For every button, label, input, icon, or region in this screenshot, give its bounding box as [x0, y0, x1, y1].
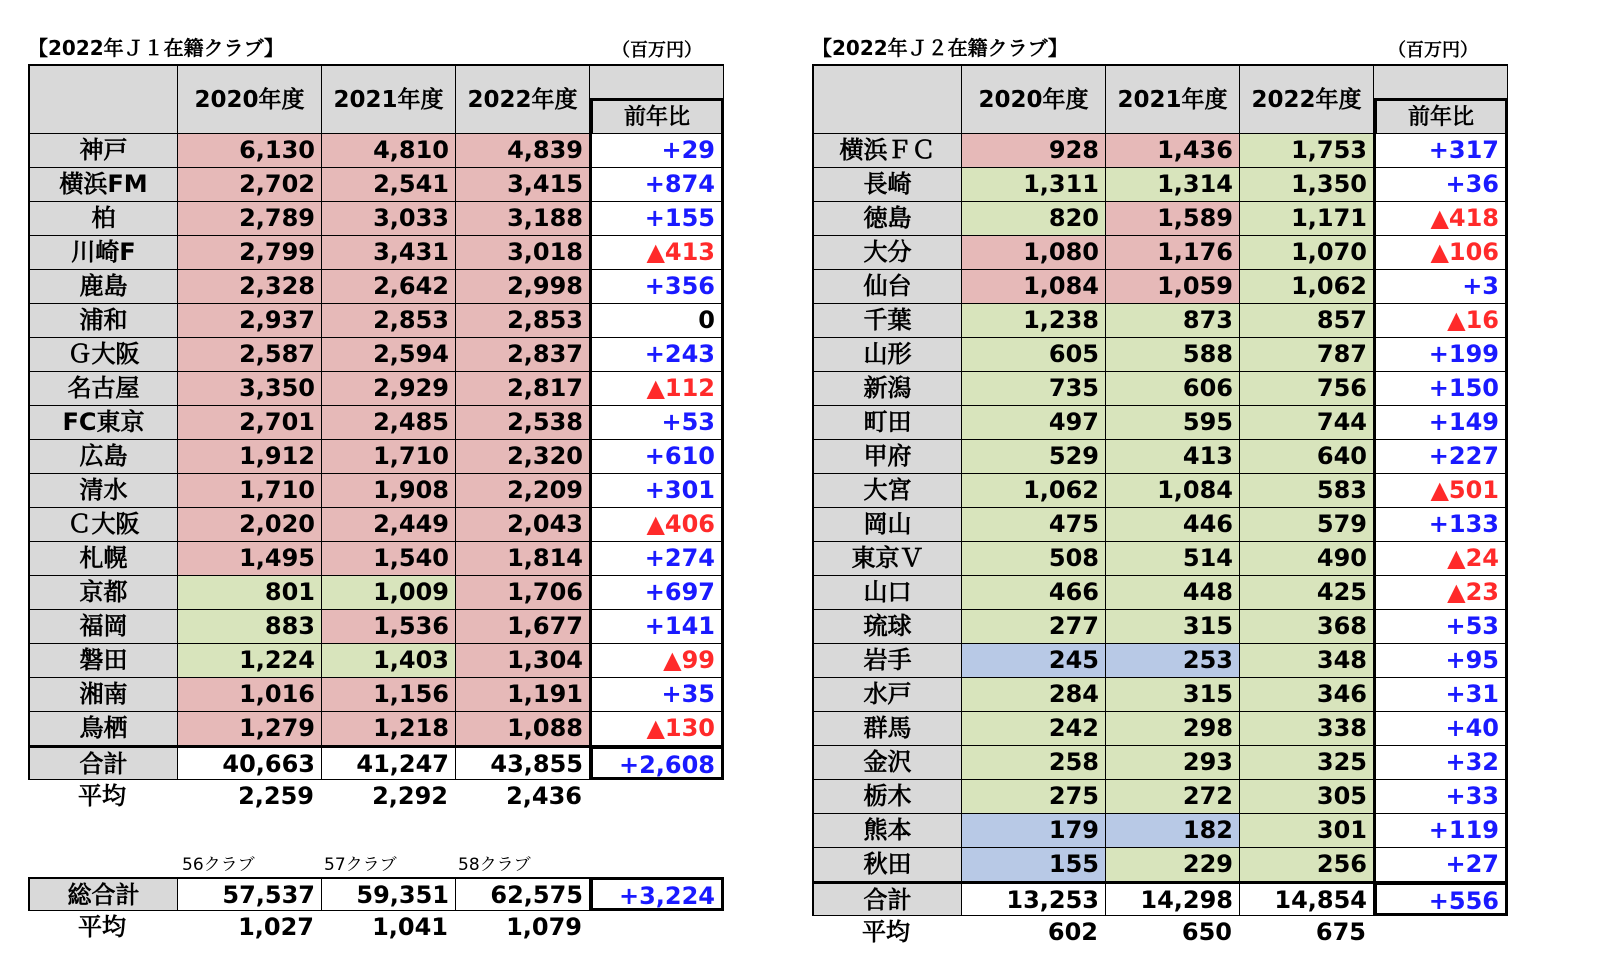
revenue-2021: 1,403: [322, 644, 456, 678]
header-row: [28, 64, 724, 134]
revenue-2021: 1,436: [1106, 134, 1240, 168]
revenue-2021: 3,431: [322, 236, 456, 270]
revenue-2020: 1,084: [962, 270, 1106, 304]
revenue-2020: 155: [962, 848, 1106, 882]
club-name: 東京Ｖ: [814, 542, 962, 576]
revenue-2022: 301: [1240, 814, 1374, 848]
revenue-2022: 3,018: [456, 236, 590, 270]
yoy-change: +155: [590, 202, 724, 236]
yoy-change: ▲130: [590, 712, 724, 746]
club-name: 群馬: [814, 712, 962, 746]
revenue-2021: 2,642: [322, 270, 456, 304]
table-row: [812, 440, 1508, 474]
average-2022: 675: [1315, 918, 1366, 946]
revenue-2021: 1,314: [1106, 168, 1240, 202]
yoy-change: +199: [1374, 338, 1508, 372]
yoy-change: +317: [1374, 134, 1508, 168]
revenue-2021: 229: [1106, 848, 1240, 882]
revenue-2021: 1,218: [322, 712, 456, 746]
revenue-2021: 2,929: [322, 372, 456, 406]
yoy-change: ▲24: [1374, 542, 1508, 576]
club-name: 琉球: [814, 610, 962, 644]
revenue-2022: 1,350: [1240, 168, 1374, 202]
table-row: [812, 270, 1508, 304]
revenue-2020: 883: [178, 610, 322, 644]
revenue-2021: 272: [1106, 780, 1240, 814]
revenue-2021: 1,589: [1106, 202, 1240, 236]
revenue-2020: 1,279: [178, 712, 322, 746]
club-name: 徳島: [814, 202, 962, 236]
revenue-2022: 2,837: [456, 338, 590, 372]
grand-average-label: 平均: [78, 913, 126, 941]
grand-total-2022: 62,575: [456, 877, 590, 911]
table-row: [812, 474, 1508, 508]
average-2021: 650: [1181, 918, 1232, 946]
revenue-2020: 2,789: [178, 202, 322, 236]
club-name: 熊本: [814, 814, 962, 848]
revenue-2022: 346: [1240, 678, 1374, 712]
j2-unit: （百万円）: [1388, 40, 1478, 61]
j2-table: [812, 64, 1508, 950]
club-name: 町田: [814, 406, 962, 440]
header-club: [30, 64, 178, 134]
yoy-change: ▲16: [1374, 304, 1508, 338]
yoy-change: +33: [1374, 780, 1508, 814]
revenue-2021: 293: [1106, 746, 1240, 780]
revenue-2021: 1,156: [322, 678, 456, 712]
revenue-2022: 756: [1240, 372, 1374, 406]
table-row: [812, 678, 1508, 712]
grand-total-2020: 57,537: [178, 877, 322, 911]
grand-total-yoy: +3,224: [590, 877, 724, 911]
revenue-2021: 873: [1106, 304, 1240, 338]
yoy-change: +3: [1374, 270, 1508, 304]
club-name: 京都: [30, 576, 178, 610]
club-name: 広島: [30, 440, 178, 474]
table-row: [812, 848, 1508, 882]
revenue-2020: 242: [962, 712, 1106, 746]
yoy-change: +874: [590, 168, 724, 202]
revenue-2020: 605: [962, 338, 1106, 372]
revenue-2020: 735: [962, 372, 1106, 406]
revenue-2021: 1,009: [322, 576, 456, 610]
yoy-change: +95: [1374, 644, 1508, 678]
j1-grand-total-table: [28, 877, 724, 945]
revenue-2022: 2,209: [456, 474, 590, 508]
header-club: [814, 64, 962, 134]
revenue-2020: 2,020: [178, 508, 322, 542]
club-name: Ｇ大阪: [30, 338, 178, 372]
club-name: 湘南: [30, 678, 178, 712]
revenue-2022: 1,814: [456, 542, 590, 576]
club-name: 川崎F: [30, 236, 178, 270]
revenue-2021: 253: [1106, 644, 1240, 678]
revenue-2020: 1,080: [962, 236, 1106, 270]
revenue-2020: 2,328: [178, 270, 322, 304]
average-2020: 2,259: [238, 782, 314, 810]
total-label: 合計: [30, 746, 178, 780]
club-name: 新潟: [814, 372, 962, 406]
revenue-2020: 801: [178, 576, 322, 610]
table-row: [28, 542, 724, 576]
revenue-2022: 256: [1240, 848, 1374, 882]
table-row: [28, 610, 724, 644]
yoy-change: ▲501: [1374, 474, 1508, 508]
revenue-2022: 583: [1240, 474, 1374, 508]
revenue-2020: 179: [962, 814, 1106, 848]
revenue-2021: 588: [1106, 338, 1240, 372]
revenue-2022: 3,415: [456, 168, 590, 202]
average-2021: 2,292: [372, 782, 448, 810]
grand-average-2022: 1,079: [506, 913, 582, 941]
table-row: [812, 780, 1508, 814]
club-name: 大分: [814, 236, 962, 270]
total-yoy: +556: [1374, 882, 1508, 916]
table-row: [812, 134, 1508, 168]
revenue-2021: 298: [1106, 712, 1240, 746]
table-row: [28, 338, 724, 372]
revenue-2022: 744: [1240, 406, 1374, 440]
yoy-change: +119: [1374, 814, 1508, 848]
j1-club-count-2021: 57クラブ: [324, 855, 397, 875]
revenue-2020: 1,495: [178, 542, 322, 576]
average-row: [28, 780, 724, 814]
revenue-2022: 338: [1240, 712, 1374, 746]
revenue-2022: 490: [1240, 542, 1374, 576]
average-row: [812, 916, 1508, 950]
table-row: [28, 474, 724, 508]
yoy-change: +27: [1374, 848, 1508, 882]
revenue-2021: 315: [1106, 610, 1240, 644]
header-year: 2022年度: [456, 64, 590, 134]
club-name: 清水: [30, 474, 178, 508]
club-name: 横浜FM: [30, 168, 178, 202]
grand-average-2020: 1,027: [238, 913, 314, 941]
revenue-2021: 3,033: [322, 202, 456, 236]
yoy-change: +53: [590, 406, 724, 440]
revenue-2020: 529: [962, 440, 1106, 474]
revenue-2021: 1,084: [1106, 474, 1240, 508]
revenue-2021: 4,810: [322, 134, 456, 168]
grand-average-2021: 1,041: [372, 913, 448, 941]
yoy-change: +31: [1374, 678, 1508, 712]
yoy-change: ▲112: [590, 372, 724, 406]
club-name: 長崎: [814, 168, 962, 202]
revenue-2021: 448: [1106, 576, 1240, 610]
revenue-2020: 475: [962, 508, 1106, 542]
revenue-2021: 1,540: [322, 542, 456, 576]
yoy-change: +29: [590, 134, 724, 168]
revenue-2022: 2,538: [456, 406, 590, 440]
header-yoy: [590, 64, 724, 134]
j1-title: 【2022年Ｊ１在籍クラブ】: [28, 36, 284, 60]
grand-total-label: 総合計: [30, 877, 178, 911]
revenue-2021: 2,449: [322, 508, 456, 542]
header-year: 2021年度: [1106, 64, 1240, 134]
revenue-2022: 368: [1240, 610, 1374, 644]
revenue-2022: 325: [1240, 746, 1374, 780]
club-name: 柏: [30, 202, 178, 236]
average-2020: 602: [1047, 918, 1098, 946]
revenue-2021: 182: [1106, 814, 1240, 848]
yoy-change: +133: [1374, 508, 1508, 542]
revenue-2021: 1,710: [322, 440, 456, 474]
revenue-2022: 1,753: [1240, 134, 1374, 168]
table-row: [28, 508, 724, 542]
revenue-2022: 1,171: [1240, 202, 1374, 236]
club-name: 岡山: [814, 508, 962, 542]
revenue-2020: 2,587: [178, 338, 322, 372]
j1-club-count-2022: 58クラブ: [458, 855, 531, 875]
revenue-2020: 245: [962, 644, 1106, 678]
club-name: 福岡: [30, 610, 178, 644]
table-row: [28, 372, 724, 406]
revenue-2021: 606: [1106, 372, 1240, 406]
table-row: [812, 712, 1508, 746]
revenue-2022: 305: [1240, 780, 1374, 814]
total-yoy: +2,608: [590, 746, 724, 780]
grand-total-2021: 59,351: [322, 877, 456, 911]
revenue-2020: 258: [962, 746, 1106, 780]
revenue-2020: 508: [962, 542, 1106, 576]
revenue-2020: 928: [962, 134, 1106, 168]
table-row: [28, 134, 724, 168]
club-name: 大宮: [814, 474, 962, 508]
revenue-2020: 1,062: [962, 474, 1106, 508]
club-name: 千葉: [814, 304, 962, 338]
table-row: [812, 372, 1508, 406]
revenue-2021: 1,908: [322, 474, 456, 508]
j1-table: [28, 64, 724, 814]
club-name: 鹿島: [30, 270, 178, 304]
yoy-change: +150: [1374, 372, 1508, 406]
table-row: [28, 440, 724, 474]
revenue-2022: 348: [1240, 644, 1374, 678]
table-row: [812, 610, 1508, 644]
table-row: [28, 712, 724, 746]
grand-average-row: [28, 911, 724, 945]
header-year: 2020年度: [962, 64, 1106, 134]
revenue-2021: 595: [1106, 406, 1240, 440]
yoy-change: +149: [1374, 406, 1508, 440]
yoy-change: ▲418: [1374, 202, 1508, 236]
club-name: Ｃ大阪: [30, 508, 178, 542]
revenue-2022: 857: [1240, 304, 1374, 338]
yoy-change: +274: [590, 542, 724, 576]
revenue-2020: 1,238: [962, 304, 1106, 338]
total-label: 合計: [814, 882, 962, 916]
header-year: 2020年度: [178, 64, 322, 134]
club-name: 栃木: [814, 780, 962, 814]
revenue-2020: 1,710: [178, 474, 322, 508]
revenue-2021: 2,485: [322, 406, 456, 440]
club-name: 水戸: [814, 678, 962, 712]
table-row: [28, 678, 724, 712]
grand-total-row: [28, 877, 724, 911]
revenue-2020: 275: [962, 780, 1106, 814]
club-name: 名古屋: [30, 372, 178, 406]
revenue-2022: 425: [1240, 576, 1374, 610]
club-name: 神戸: [30, 134, 178, 168]
club-name: 仙台: [814, 270, 962, 304]
total-2020: 13,253: [962, 882, 1106, 916]
revenue-2020: 1,311: [962, 168, 1106, 202]
table-row: [812, 644, 1508, 678]
table-row: [28, 576, 724, 610]
header-yoy-label: 前年比: [1374, 98, 1508, 134]
table-row: [28, 202, 724, 236]
revenue-2022: 1,070: [1240, 236, 1374, 270]
revenue-2021: 446: [1106, 508, 1240, 542]
club-name: 浦和: [30, 304, 178, 338]
table-row: [812, 338, 1508, 372]
header-year: 2021年度: [322, 64, 456, 134]
revenue-2021: 1,059: [1106, 270, 1240, 304]
revenue-2020: 2,937: [178, 304, 322, 338]
total-2021: 41,247: [322, 746, 456, 780]
club-name: 山形: [814, 338, 962, 372]
table-row: [812, 236, 1508, 270]
table-row: [812, 542, 1508, 576]
revenue-2022: 4,839: [456, 134, 590, 168]
total-2021: 14,298: [1106, 882, 1240, 916]
revenue-2020: 6,130: [178, 134, 322, 168]
revenue-2020: 277: [962, 610, 1106, 644]
revenue-2020: 3,350: [178, 372, 322, 406]
table-row: [28, 644, 724, 678]
revenue-2022: 2,853: [456, 304, 590, 338]
revenue-2022: 1,062: [1240, 270, 1374, 304]
revenue-2022: 3,188: [456, 202, 590, 236]
revenue-2021: 1,536: [322, 610, 456, 644]
table-row: [28, 168, 724, 202]
revenue-2020: 1,912: [178, 440, 322, 474]
yoy-change: +356: [590, 270, 724, 304]
revenue-2022: 2,043: [456, 508, 590, 542]
revenue-2020: 1,016: [178, 678, 322, 712]
revenue-2022: 579: [1240, 508, 1374, 542]
yoy-change: +243: [590, 338, 724, 372]
yoy-change: ▲406: [590, 508, 724, 542]
table-row: [812, 746, 1508, 780]
total-2020: 40,663: [178, 746, 322, 780]
yoy-change: +610: [590, 440, 724, 474]
yoy-change: +53: [1374, 610, 1508, 644]
revenue-2020: 1,224: [178, 644, 322, 678]
total-2022: 43,855: [456, 746, 590, 780]
table-row: [28, 304, 724, 338]
revenue-2022: 787: [1240, 338, 1374, 372]
revenue-2022: 2,817: [456, 372, 590, 406]
table-row: [28, 406, 724, 440]
yoy-change: +40: [1374, 712, 1508, 746]
yoy-change: +35: [590, 678, 724, 712]
yoy-change: ▲413: [590, 236, 724, 270]
club-name: 横浜ＦＣ: [814, 134, 962, 168]
revenue-2020: 466: [962, 576, 1106, 610]
j1-club-count-2020: 56クラブ: [182, 855, 255, 875]
club-name: 秋田: [814, 848, 962, 882]
club-name: 岩手: [814, 644, 962, 678]
yoy-change: +697: [590, 576, 724, 610]
revenue-2021: 1,176: [1106, 236, 1240, 270]
table-row: [812, 508, 1508, 542]
total-row: [812, 882, 1508, 916]
table-row: [28, 236, 724, 270]
revenue-2021: 2,594: [322, 338, 456, 372]
j1-unit: （百万円）: [612, 40, 702, 61]
table-row: [812, 168, 1508, 202]
header-year: 2022年度: [1240, 64, 1374, 134]
yoy-change: +227: [1374, 440, 1508, 474]
revenue-2021: 2,853: [322, 304, 456, 338]
revenue-2021: 413: [1106, 440, 1240, 474]
revenue-2020: 2,701: [178, 406, 322, 440]
table-row: [812, 814, 1508, 848]
yoy-change: ▲106: [1374, 236, 1508, 270]
revenue-2020: 284: [962, 678, 1106, 712]
revenue-2022: 640: [1240, 440, 1374, 474]
club-name: 鳥栖: [30, 712, 178, 746]
table-row: [812, 576, 1508, 610]
average-label: 平均: [862, 918, 910, 946]
revenue-2020: 2,799: [178, 236, 322, 270]
revenue-2020: 820: [962, 202, 1106, 236]
club-name: FC東京: [30, 406, 178, 440]
club-name: 札幌: [30, 542, 178, 576]
revenue-2022: 1,677: [456, 610, 590, 644]
table-row: [28, 270, 724, 304]
table-row: [812, 202, 1508, 236]
average-2022: 2,436: [506, 782, 582, 810]
table-row: [812, 304, 1508, 338]
yoy-change: +301: [590, 474, 724, 508]
club-name: 山口: [814, 576, 962, 610]
revenue-2022: 2,998: [456, 270, 590, 304]
club-name: 磐田: [30, 644, 178, 678]
yoy-change: +32: [1374, 746, 1508, 780]
club-name: 金沢: [814, 746, 962, 780]
average-label: 平均: [78, 782, 126, 810]
revenue-2021: 514: [1106, 542, 1240, 576]
yoy-change: ▲23: [1374, 576, 1508, 610]
revenue-2020: 497: [962, 406, 1106, 440]
total-2022: 14,854: [1240, 882, 1374, 916]
header-yoy-label: 前年比: [590, 98, 724, 134]
revenue-2022: 1,706: [456, 576, 590, 610]
revenue-2021: 2,541: [322, 168, 456, 202]
revenue-2022: 1,304: [456, 644, 590, 678]
header-yoy: [1374, 64, 1508, 134]
revenue-2022: 1,191: [456, 678, 590, 712]
total-row: [28, 746, 724, 780]
revenue-2021: 315: [1106, 678, 1240, 712]
yoy-change: 0: [590, 304, 724, 338]
table-row: [812, 406, 1508, 440]
yoy-change: ▲99: [590, 644, 724, 678]
revenue-2020: 2,702: [178, 168, 322, 202]
club-name: 甲府: [814, 440, 962, 474]
revenue-2022: 1,088: [456, 712, 590, 746]
revenue-2022: 2,320: [456, 440, 590, 474]
header-row: [812, 64, 1508, 134]
yoy-change: +36: [1374, 168, 1508, 202]
yoy-change: +141: [590, 610, 724, 644]
j2-title: 【2022年Ｊ２在籍クラブ】: [812, 36, 1068, 60]
